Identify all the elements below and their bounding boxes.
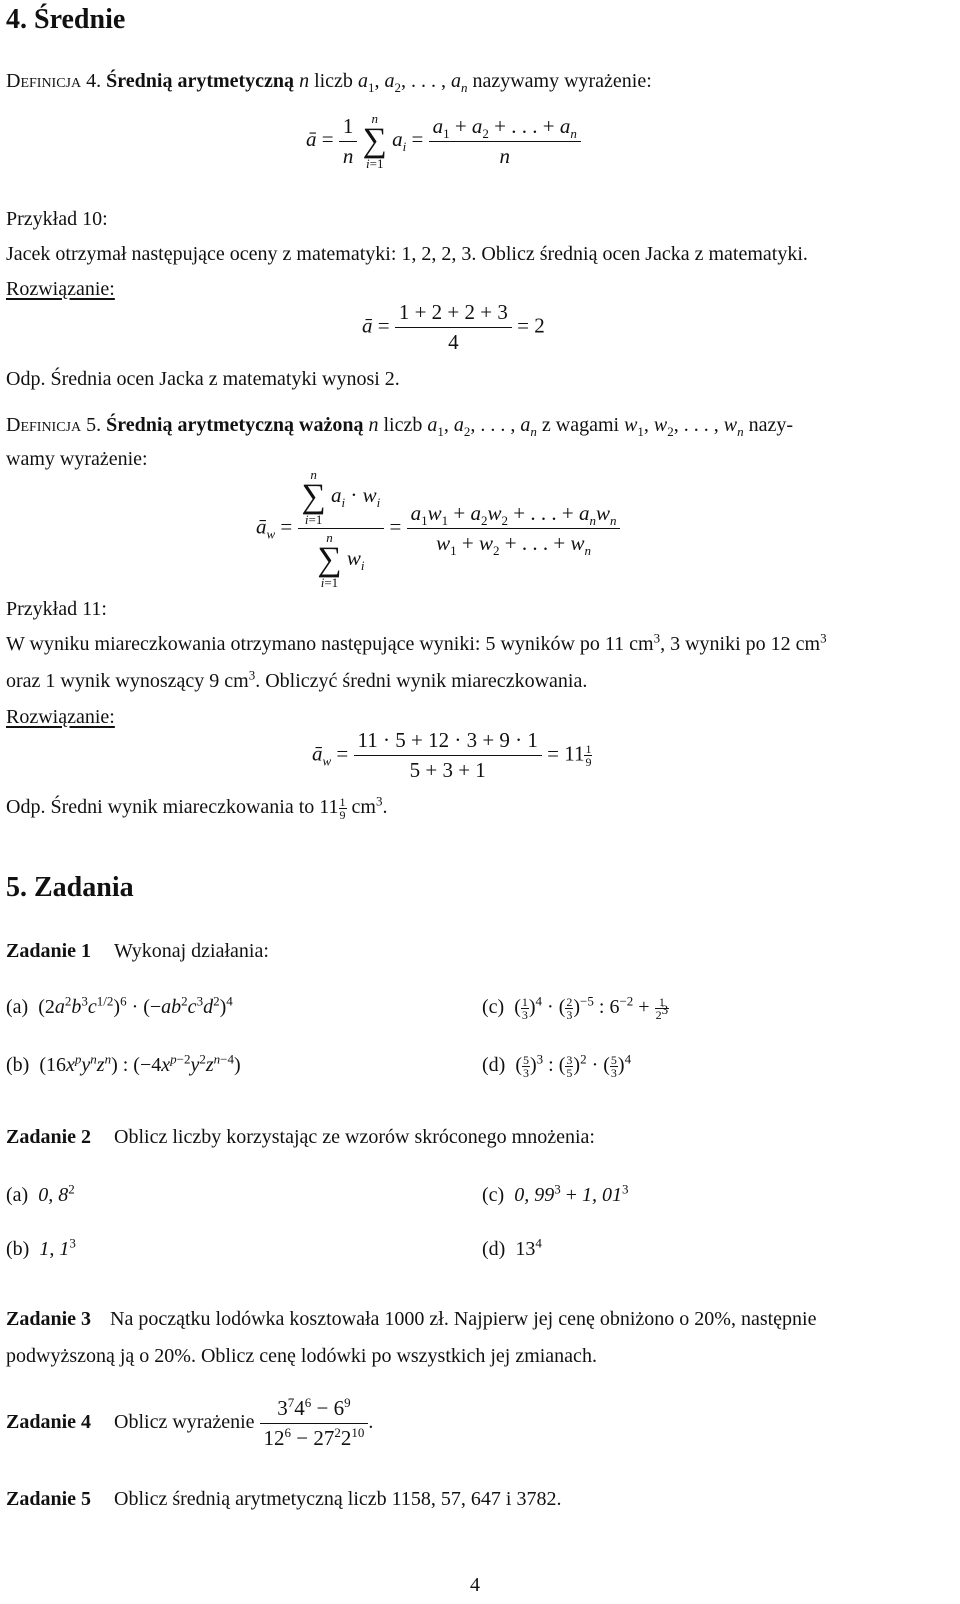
task-3: [6, 1308, 816, 1331]
definition-text: nazywamy wyrażenie:: [472, 70, 652, 92]
solution-label: Rozwiązanie:: [6, 706, 115, 728]
definition-text: liczb: [383, 414, 423, 436]
definition-4: Definicja 4. Średnią arytmetyczną n liczb $a_1$, $a_2$, . . . , $a_n$ nazywamy wyrażenie:: [6, 70, 652, 95]
section-title: 4. Średnie: [6, 4, 126, 35]
task-text: Oblicz liczby korzystając ze wzorów skróconego mnożenia:: [114, 1126, 595, 1148]
definition-text: liczb: [314, 70, 353, 92]
example-text: oraz 1 wynik wynoszący 9 $cm^3$. Obliczyć średni wynik miareczkowania.: [6, 667, 588, 692]
definition-label: Definicja 4.: [6, 70, 102, 92]
task-1-item-c: (c) ( $\frac{1}{3}$ )$^4$ · ( $\frac{2}{3}$ )$^{-5}$ : $6^{-2}$ + $\frac{1}{2^3}$: [482, 993, 669, 1022]
document-page: [6, 0, 956, 1604]
task-label: Zadanie 2: [6, 1126, 92, 1148]
formula-example-11: $ā_w$ = $\frac{11 \cdot 5 + 12 \cdot 3 + 9 \cdot 1}{5 + 3 + 1}$ = 11 $\frac{1}{9}$: [312, 728, 592, 782]
task-1: [6, 940, 269, 963]
example-label: Przykład 10:: [6, 208, 108, 230]
task-text: Oblicz wyrażenie: [114, 1411, 255, 1434]
task-label: Zadanie 1: [6, 940, 92, 962]
formula-example-10: ā = $\frac{1 + 2 + 2 + 3}{4}$ = 2: [362, 300, 545, 354]
definition-label: Definicja 5.: [6, 414, 102, 436]
task-text: podwyższoną ją o 20%. Oblicz cenę lodówki po wszystkich jej zmianach.: [6, 1345, 597, 1367]
task-label: Zadanie 4: [6, 1411, 92, 1434]
task-text: Oblicz średnią arytmetyczną liczb 1158, 57, 647 i 3782.: [114, 1488, 562, 1510]
task-4: Zadanie 4 Oblicz wyrażenie $\frac{3^74^6 - 6^9}{12^6 - 27^22^{10}}$ .: [6, 1395, 374, 1450]
example-text: Jacek otrzymał następujące oceny z matematyki: 1, 2, 2, 3. Oblicz średnią ocen Jacka z matematyki.: [6, 243, 808, 265]
example-text: W wyniku miareczkowania otrzymano następujące wyniki: 5 wyników po 11 $cm^3$, 3 wyniki po 12 $cm^3$: [6, 630, 827, 655]
task-2-item-b: (b) 1, $1^3$: [6, 1235, 76, 1260]
answer-text: Odp. Średnia ocen Jacka z matematyki wynosi 2.: [6, 368, 400, 390]
page-number: 4: [470, 1574, 480, 1596]
formula-weighted-mean: $ā_w$ = n ∑ i=1 $a_i \cdot w_i$ n ∑ i=1 $w_i$ = $\frac{a_1w_1 + a_2w_2 + . . . + a_nw_n}{w_1 + w_2 + . . . + w_n}$: [256, 468, 620, 589]
answer-text: Odp. Średni wynik miareczkowania to 11 $\frac{1}{9}$ $cm^3$.: [6, 793, 388, 822]
definition-text: z wagami: [541, 414, 620, 436]
definition-text: nazy-: [748, 414, 794, 436]
task-1-item-a: (a) $(2a^2b^3c^{1/2})^6 \cdot (-ab^2c^3d^2)^4$: [6, 993, 233, 1018]
task-2: [6, 1126, 595, 1149]
task-1-item-d: (d) ( $\frac{5}{3}$ )$^3$ : ( $\frac{3}{5}$ )$^2$ · ( $\frac{5}{3}$ )$^4$: [482, 1051, 632, 1080]
task-1-item-b: (b) $(16x^py^nz^n)$ : $(-4x^{p-2}y^2z^{n-4})$: [6, 1051, 241, 1076]
task-2-item-d: (d) $13^4$: [482, 1235, 542, 1260]
definition-term: Średnią arytmetyczną ważoną: [106, 414, 364, 436]
section-title: 5. Zadania: [6, 872, 134, 903]
task-text: Wykonaj działania:: [114, 940, 269, 962]
definition-5: Definicja 5. Średnią arytmetyczną ważoną n liczb $a_1$, $a_2$, . . . , $a_n$ z wagami $w_1$, $w_2$, . . . , $w_n$ nazy-: [6, 414, 794, 439]
definition-text: wamy wyrażenie:: [6, 448, 148, 470]
task-text: Na początku lodówka kosztowała 1000 zł. Najpierw jej cenę obniżono o 20%, następnie: [110, 1308, 817, 1330]
example-label: Przykład 11:: [6, 598, 107, 620]
task-2-item-a: (a) 0, $8^2$: [6, 1181, 75, 1206]
task-label: Zadanie 5: [6, 1488, 92, 1510]
task-2-item-c: (c) 0, $99^3 + 1$, $01^3$: [482, 1181, 629, 1206]
solution-label: Rozwiązanie:: [6, 278, 115, 300]
task-5: [6, 1488, 562, 1511]
definition-term: Średnią arytmetyczną: [106, 70, 295, 92]
formula-arithmetic-mean: ā = $\frac{1}{n}$ n ∑ i=1 $a_i$ = $\frac{a_1 + a_2 + . . . + a_n}{n}$: [306, 112, 581, 170]
task-label: Zadanie 3: [6, 1308, 92, 1330]
